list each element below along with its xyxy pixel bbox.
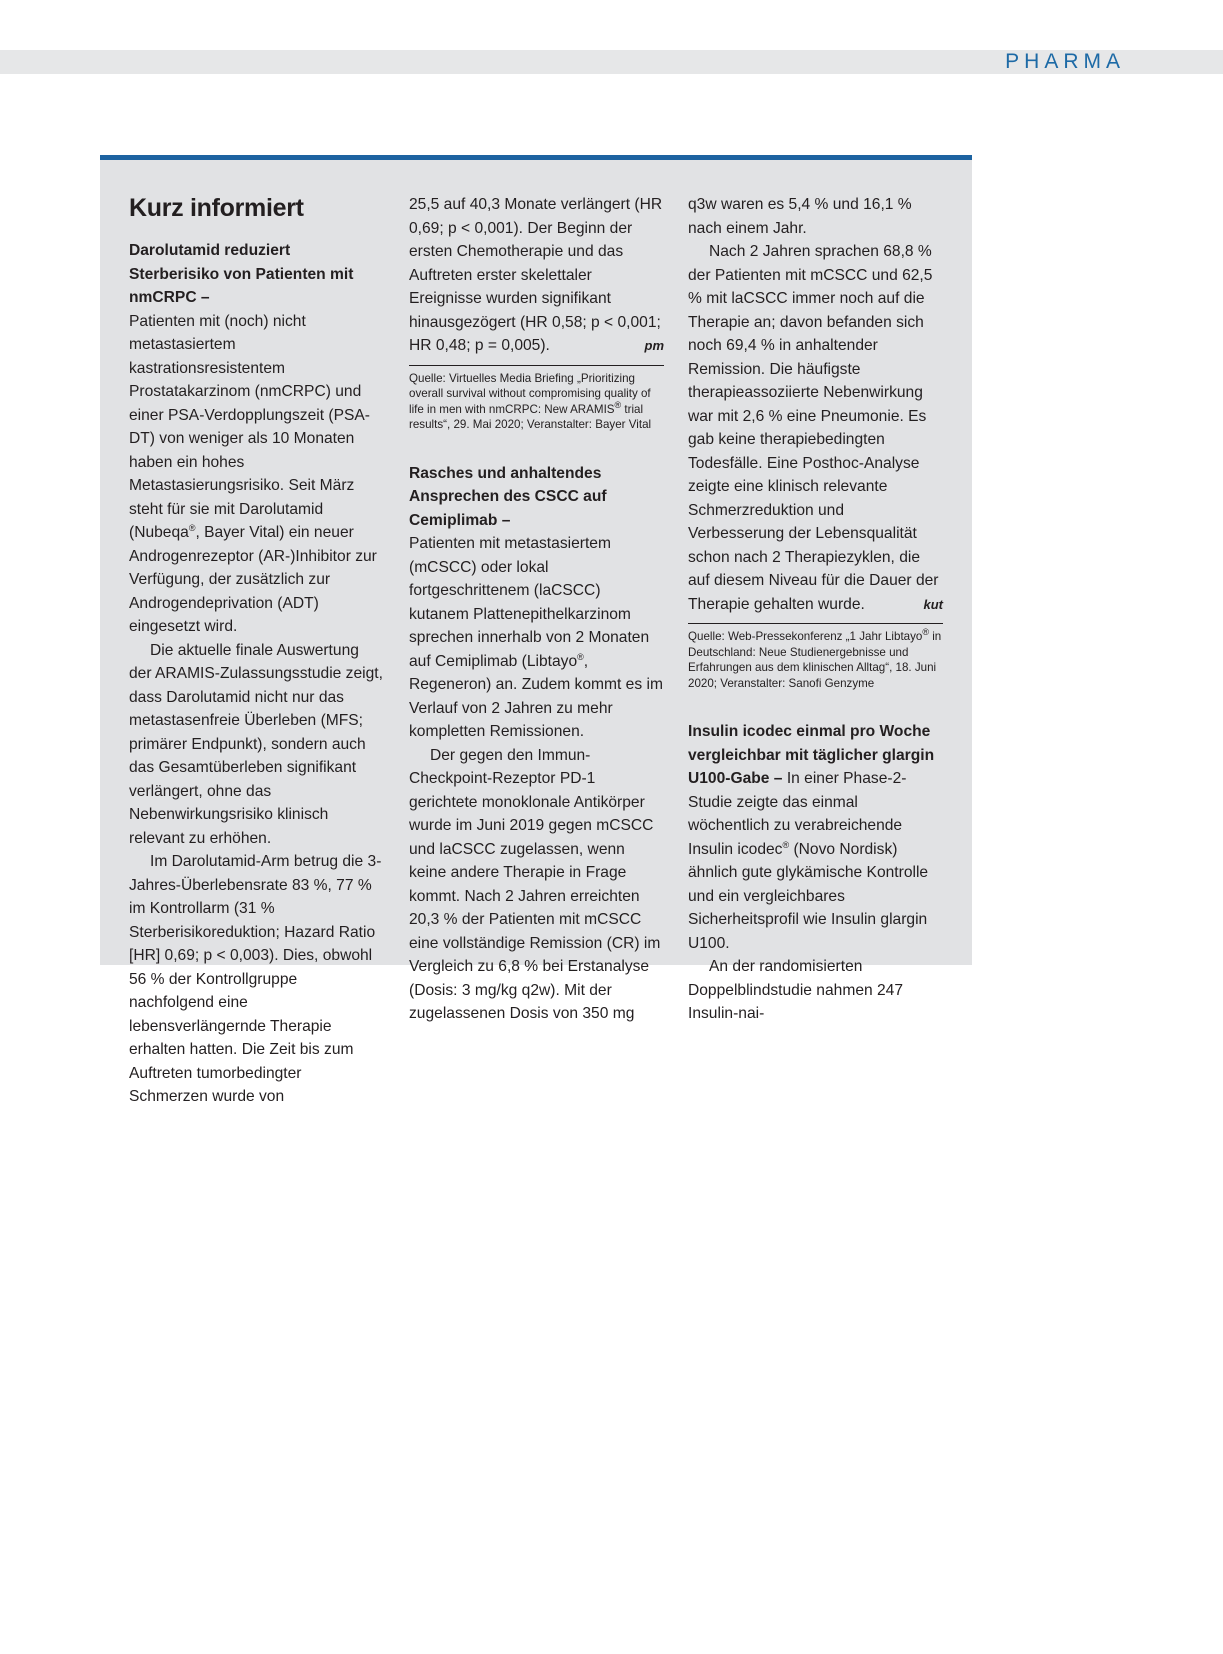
article1-paragraph-4-text: 25,5 auf 40,3 Monate verlängert (HR 0,69; p < 0,001). Der Beginn der ersten Chemotherapie und das Auftreten erster skelettaler Ereignisse wurden signifikant hinausgezögert (HR 0,58; p < 0,001; HR 0,48; p = 0,005). [409,196,663,354]
article2-intro [409,462,664,744]
article1-paragraph-3: Im Darolutamid-Arm betrug die 3-Jahres-Überlebensrate 83 %, 77 % im Kontrollarm (31 % Sterberisikoreduktion; Hazard Ratio [HR] 0,69; p < 0,003). Dies, obwohl 56 % der Kontrollgruppe nachfolgend eine lebensverlängernde Therapie erhalten hatten. Die Zeit bis zum Auftreten tumorbedingter Schmerzen wurde von [129,853,382,1105]
section-label: PHARMA [1005,50,1125,73]
article2-paragraph-2: Der gegen den Immun-Checkpoint-Rezeptor PD-1 gerichtete monoklonale Antikörper wurde im Juni 2019 gegen mCSCC und laCSCC zugelassen, wenn keine andere Therapie in Frage kommt. Nach 2 Jahren erreichten 20,3 % der Patienten mit mCSCC eine vollständige Remission (CR) im Vergleich zu 6,8 % bei Erstanalyse (Dosis: 3 mg/kg q2w). Mit der zugelassenen Dosis von 350 mg [409,746,661,1023]
article2-paragraph-3: q3w waren es 5,4 % und 16,1 % nach einem Jahr. [688,196,912,237]
article2-source-text: Quelle: Web-Pressekonferenz „1 Jahr Libtayo [688,630,923,643]
registered-mark: ® [922,627,929,638]
registered-mark: ® [782,839,790,850]
registered-mark: ® [577,651,584,662]
column-2 [409,193,664,1026]
article1-signature: pm [644,338,664,353]
article2-headline: Rasches und anhaltendes Ansprechen des CSCC auf Cemiplimab – [409,464,607,529]
article1-paragraph-1-end: , Bayer Vital) ein neuer Androgenrezeptor (AR-)Inhibitor zur Verfügung, der zusätzlich zur Androgendeprivation (ADT) eingesetzt wird. [129,524,377,635]
article1-paragraph-4 [409,193,664,358]
article1-paragraph-1: Patienten mit (noch) nicht metastasiertem kastrationsresistentem Prostatakarzinom (nmCRPC) und einer PSA-Verdopplungszeit (PSA-DT) von weniger als 10 Monaten haben ein hohes Metastasierungsrisiko. Seit März steht für sie mit Darolutamid (Nubeqa [129,312,370,541]
article1-source-text: Quelle: Virtuelles Media Briefing „Prioritizing overall survival without compromising quality of life in men with nmCRPC: New ARAMIS [409,371,651,416]
article3-paragraph-1-end: (Novo Nordisk) ähnlich gute glykämische Kontrolle und ein vergleichbares Sicherheitsprofil wie Insulin glargin U100. [688,840,929,952]
article1-source [409,365,664,433]
article2-paragraph-4 [688,240,943,616]
article1-intro [129,239,384,639]
article1-source-text-end: trial results“, 29. Mai 2020; Veranstalter: Bayer Vital [409,402,652,432]
column-1 [129,193,384,1109]
article2-paragraph-1: Patienten mit metastasiertem (mCSCC) oder lokal fortgeschrittenem (laCSCC) kutanem Plattenepithelkarzinom sprechen innerhalb von 2 Monaten auf Cemiplimab (Libtayo [409,535,650,670]
article1-paragraph-2: Die aktuelle finale Auswertung der ARAMIS-Zulassungsstudie zeigt, dass Darolutamid nicht nur das metastasenfreie Überleben (MFS; primärer Endpunkt), sondern auch das Gesamtüberleben signifikant verlängert, ohne das Nebenwirkungsrisiko klinisch relevant zu erhöhen. [129,641,383,847]
article3-intro [688,720,943,955]
column-3 [688,193,943,1026]
article2-source [688,623,943,691]
box-title: Kurz informiert [129,194,304,222]
article2-paragraph-1-end: , Regeneron) an. Zudem kommt es im Verlauf von 2 Jahren zu mehr kompletten Remissionen. [409,652,663,741]
registered-mark: ® [614,399,622,410]
article2-signature: kut [923,596,943,612]
news-box [100,155,972,1105]
article2-source-text-end: in Deutschland: Neue Studienergebnisse und Erfahrungen aus dem klinischen Alltag“, 18. Juni 2020; Veranstalter: Sanofi Genzyme [688,630,942,690]
article3-headline: Insulin icodec einmal pro Woche vergleichbar mit täglicher glargin U100-Gabe – [688,723,935,788]
article2-paragraph-4-text: Nach 2 Jahren sprachen 68,8 % der Patienten mit mCSCC und 62,5 % mit laCSCC immer noch auf die Therapie an; davon befanden sich noch 69,4 % in anhaltender Remission. Die häufigste therapieassoziierte Nebenwirkung war mit 2,6 % eine Pneumonie. Es gab keine therapiebedingten Todesfälle. Eine Posthoc-Analyse zeigte eine klinisch relevante Schmerzreduktion und Verbesserung der Lebensqualität schon nach 2 Therapiezyklen, die auf diesem Niveau für die Dauer der Therapie gehalten wurde. [688,243,939,613]
registered-mark: ® [188,522,196,533]
article3-paragraph-2: An der randomisierten Doppelblindstudie nahmen 247 Insulin-nai- [688,958,904,1023]
article1-headline: Darolutamid reduziert Sterberisiko von Patienten mit nmCRPC – [129,242,354,306]
article3-paragraph-1: In einer Phase-2-Studie zeigte das einmal wöchentlich zu verabreichende Insulin icodec [688,770,907,858]
